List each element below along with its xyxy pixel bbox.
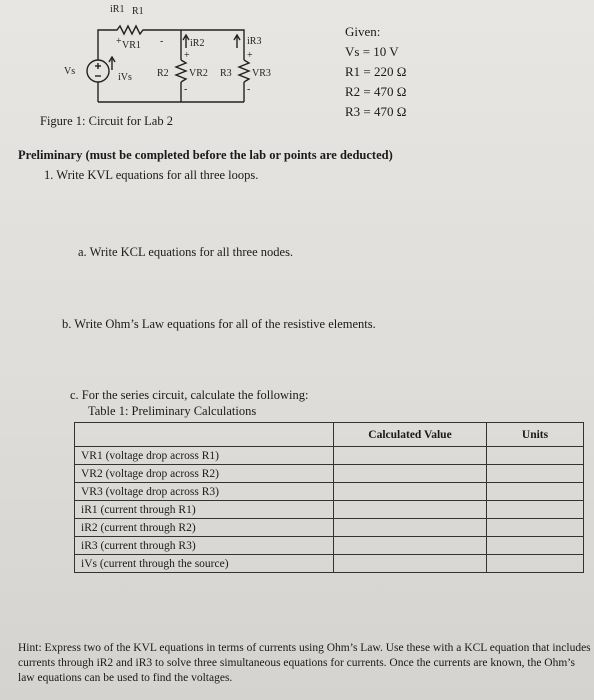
units-cell[interactable] bbox=[487, 483, 584, 501]
table-row bbox=[75, 555, 584, 573]
vr2-label: VR2 bbox=[189, 68, 208, 79]
given-r3: R3 = 470 Ω bbox=[345, 104, 407, 119]
r2-label: R2 bbox=[157, 68, 169, 79]
given-r2: R2 = 470 Ω bbox=[345, 84, 407, 99]
r1-plus: + bbox=[116, 36, 122, 47]
hint-text: Hint: Express two of the KVL equations in terms of currents using Ohm’s Law. Use these with a KCL equation that includes currents through iR2 and iR3 to solve three simultaneous equations for currents. Once the currents are known, the Ohm’s law equations can be used to find the voltages. bbox=[18, 642, 591, 684]
calculated-value-cell[interactable] bbox=[334, 501, 487, 519]
r3-plus: + bbox=[247, 50, 253, 61]
calculated-value-cell[interactable] bbox=[334, 519, 487, 537]
r2-plus: + bbox=[184, 50, 190, 61]
header-calculated-value: Calculated Value bbox=[334, 423, 487, 447]
header-quantity bbox=[75, 423, 334, 447]
ivs-label: iVs bbox=[118, 72, 132, 83]
figure-caption: Figure 1: Circuit for Lab 2 bbox=[40, 114, 173, 128]
table-caption: Table 1: Preliminary Calculations bbox=[88, 404, 257, 418]
ir1-label: iR1 bbox=[110, 4, 125, 15]
question-b: b. Write Ohm’s Law equations for all of the resistive elements. bbox=[62, 317, 376, 331]
calculated-value-cell[interactable] bbox=[334, 537, 487, 555]
vr3-label: VR3 bbox=[252, 68, 271, 79]
r1-label: R1 bbox=[132, 6, 144, 17]
circuit-diagram bbox=[0, 0, 300, 115]
question-a: a. Write KCL equations for all three nodes. bbox=[78, 245, 294, 259]
row-label: VR1 (voltage drop across R1) bbox=[75, 447, 334, 465]
table-header-row bbox=[75, 423, 584, 447]
given-r1: R1 = 220 Ω bbox=[345, 64, 407, 79]
table-row bbox=[75, 537, 584, 555]
table-row bbox=[75, 501, 584, 519]
r3-label: R3 bbox=[220, 68, 232, 79]
units-cell[interactable] bbox=[487, 465, 584, 483]
units-cell[interactable] bbox=[487, 537, 584, 555]
given-values bbox=[345, 22, 406, 122]
preliminary-heading: Preliminary (must be completed before the lab or points are deducted) bbox=[18, 148, 393, 162]
table-row bbox=[75, 519, 584, 537]
row-label: iVs (current through the source) bbox=[75, 555, 334, 573]
question-1: 1. Write KVL equations for all three loops. bbox=[44, 168, 259, 182]
table-row bbox=[75, 483, 584, 501]
vs-label: Vs bbox=[64, 66, 76, 77]
vr1-label: VR1 bbox=[122, 40, 141, 51]
row-label: iR3 (current through R3) bbox=[75, 537, 334, 555]
ir2-label: iR2 bbox=[190, 38, 205, 49]
row-label: VR2 (voltage drop across R2) bbox=[75, 465, 334, 483]
preliminary-calculations-table bbox=[74, 422, 584, 573]
question-c: c. For the series circuit, calculate the following: bbox=[70, 388, 309, 402]
r1-minus: - bbox=[160, 36, 164, 47]
table-row bbox=[75, 465, 584, 483]
row-label: iR1 (current through R1) bbox=[75, 501, 334, 519]
calculated-value-cell[interactable] bbox=[334, 447, 487, 465]
calculated-value-cell[interactable] bbox=[334, 465, 487, 483]
units-cell[interactable] bbox=[487, 447, 584, 465]
units-cell[interactable] bbox=[487, 501, 584, 519]
row-label: VR3 (voltage drop across R3) bbox=[75, 483, 334, 501]
given-vs: Vs = 10 V bbox=[345, 44, 399, 59]
calculated-value-cell[interactable] bbox=[334, 555, 487, 573]
ir3-label: iR3 bbox=[247, 36, 262, 47]
table-row bbox=[75, 447, 584, 465]
calculated-value-cell[interactable] bbox=[334, 483, 487, 501]
r3-minus: - bbox=[247, 84, 251, 95]
r2-minus: - bbox=[184, 84, 188, 95]
header-units: Units bbox=[487, 423, 584, 447]
row-label: iR2 (current through R2) bbox=[75, 519, 334, 537]
given-title: Given: bbox=[345, 24, 381, 39]
units-cell[interactable] bbox=[487, 555, 584, 573]
units-cell[interactable] bbox=[487, 519, 584, 537]
